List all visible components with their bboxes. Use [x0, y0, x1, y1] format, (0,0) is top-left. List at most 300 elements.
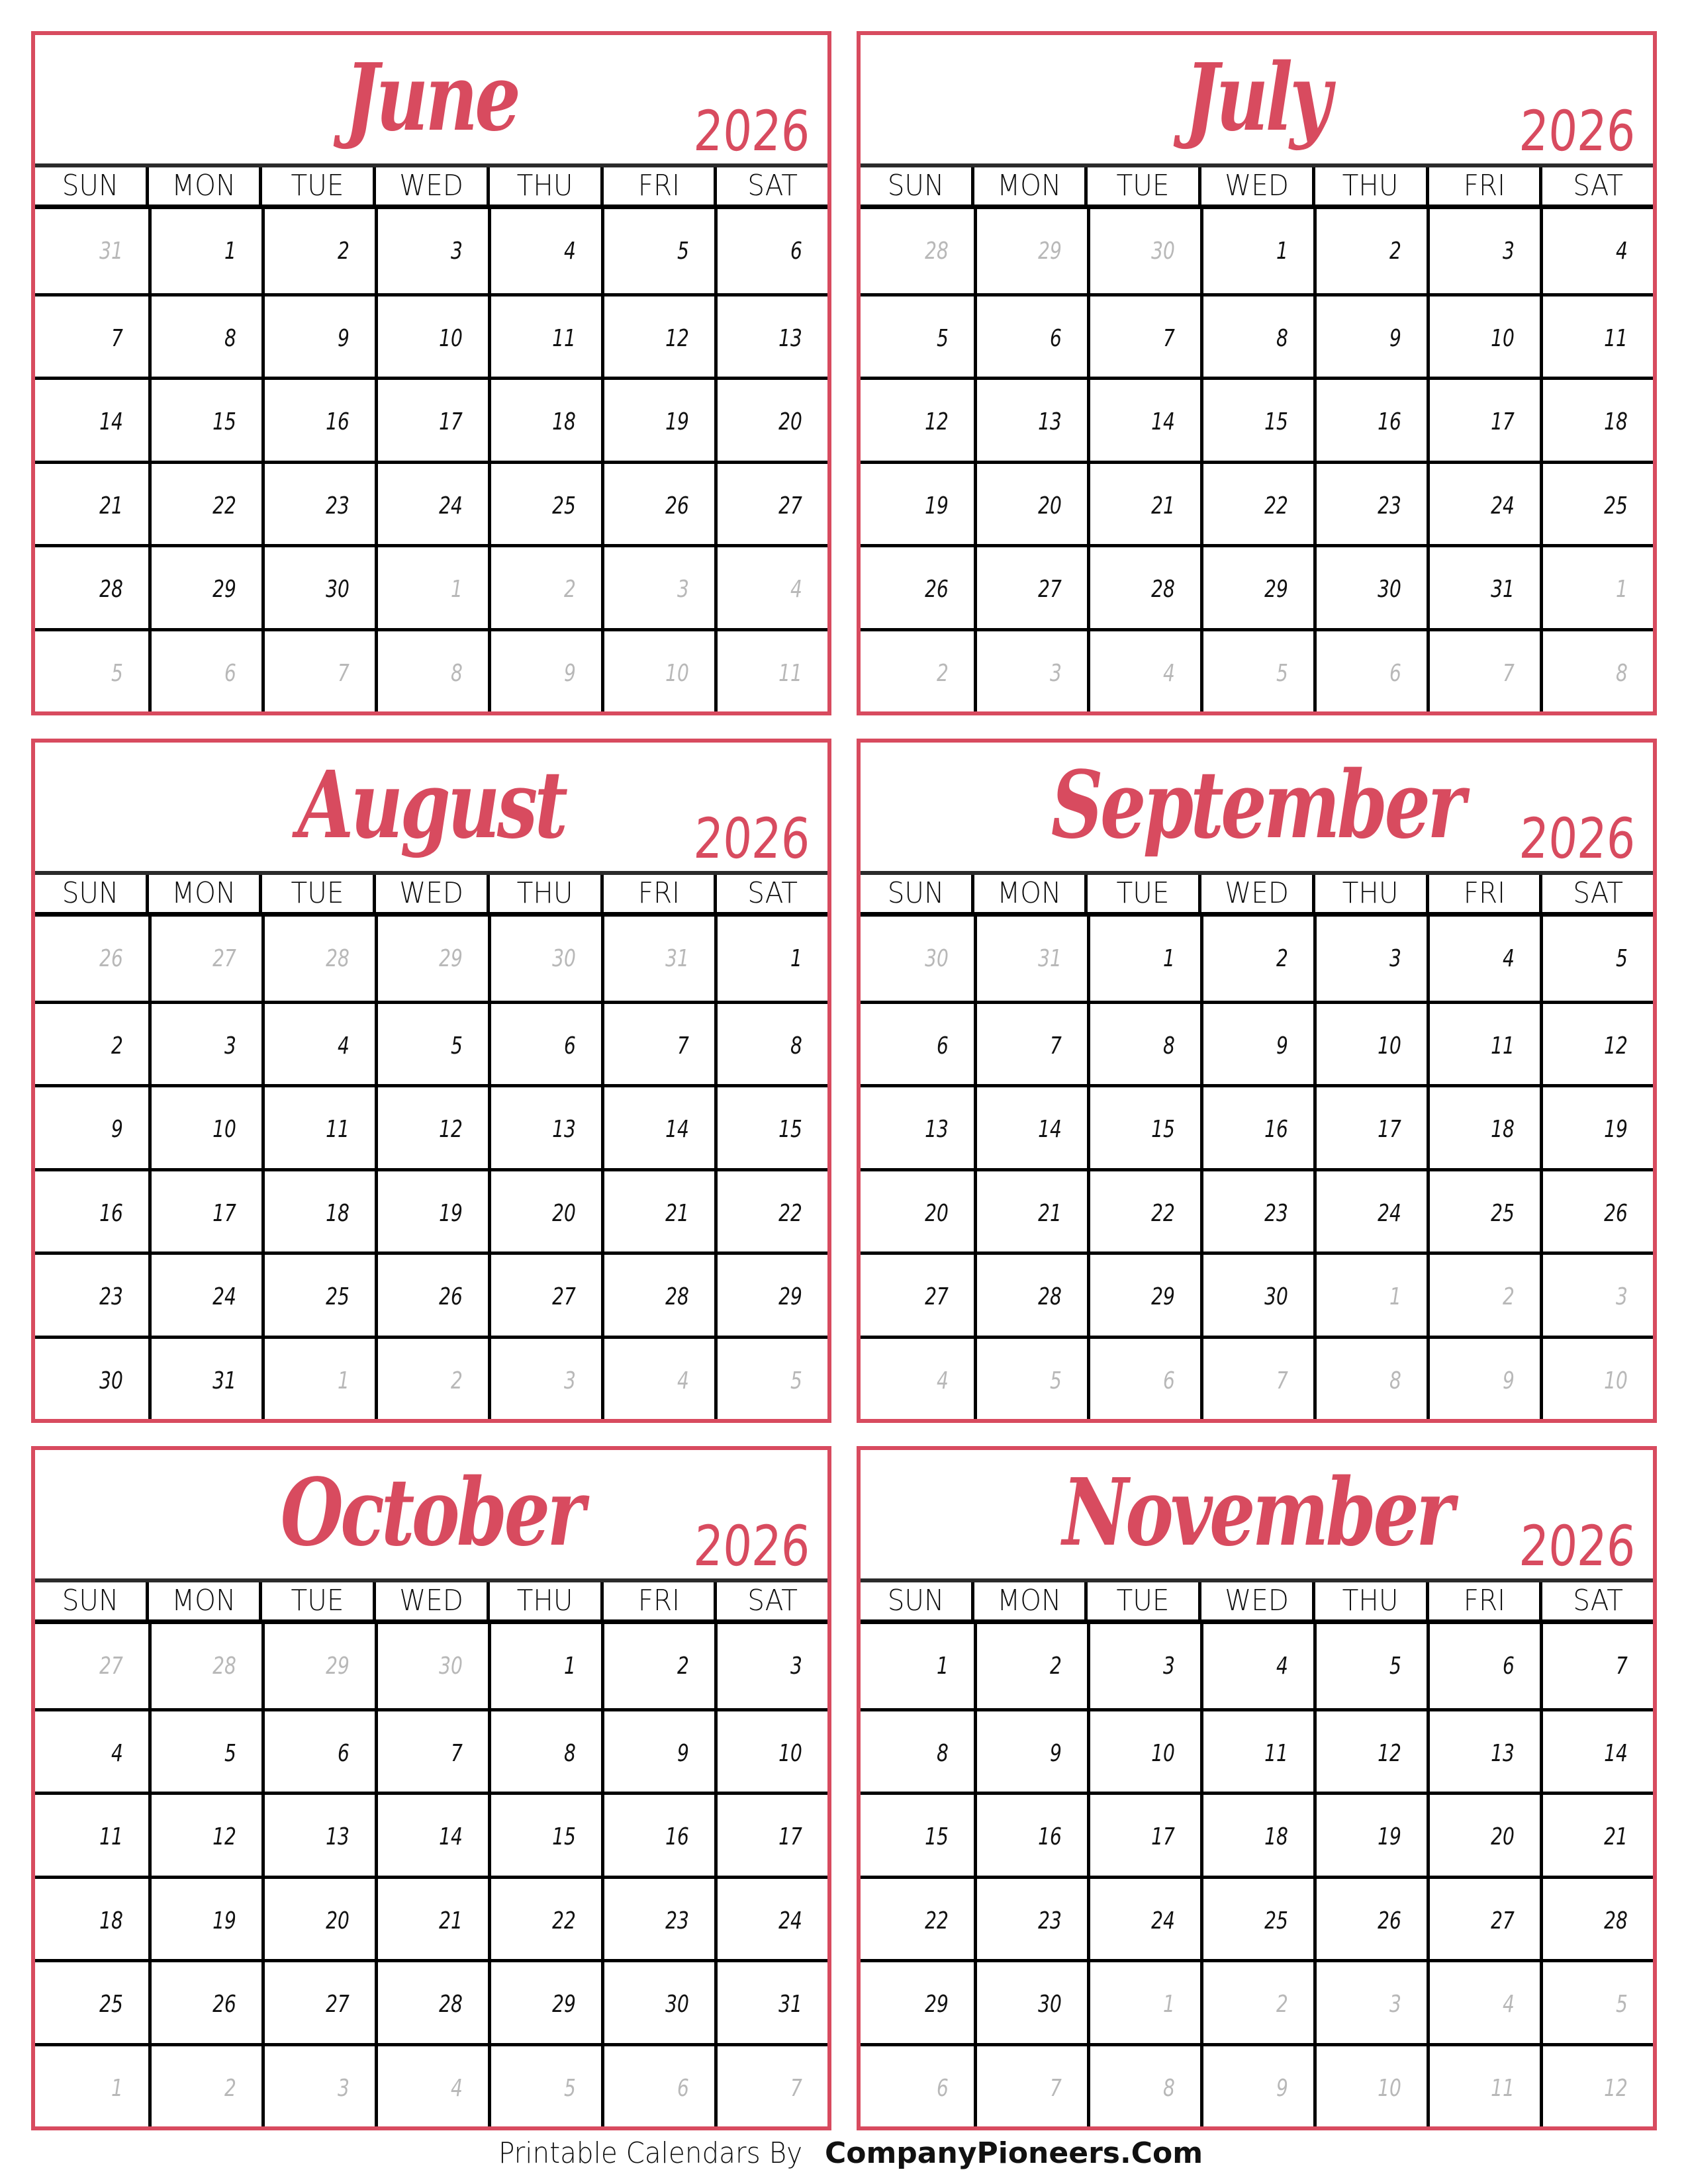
day-cell[interactable] — [261, 1251, 375, 1336]
day-cell[interactable] — [714, 1084, 827, 1168]
day-cell-adjacent-month[interactable] — [35, 209, 148, 293]
day-cell[interactable] — [148, 1336, 261, 1420]
day-cell[interactable] — [1313, 1084, 1427, 1168]
day-cell[interactable] — [1540, 1624, 1653, 1708]
day-cell[interactable] — [1087, 377, 1200, 461]
day-cell-adjacent-month[interactable] — [974, 917, 1087, 1001]
day-cell-adjacent-month[interactable] — [1313, 628, 1427, 712]
day-cell[interactable] — [1313, 461, 1427, 545]
day-cell[interactable] — [1427, 1168, 1540, 1252]
day-cell[interactable] — [974, 1708, 1087, 1792]
day-cell[interactable] — [1087, 1792, 1200, 1876]
day-cell-adjacent-month[interactable] — [1427, 1336, 1540, 1420]
day-cell[interactable] — [148, 377, 261, 461]
day-cell[interactable] — [1540, 1792, 1653, 1876]
day-cell-adjacent-month[interactable] — [261, 1624, 375, 1708]
day-cell[interactable] — [1087, 1084, 1200, 1168]
day-number: 10 — [665, 659, 689, 687]
day-cell[interactable] — [148, 1001, 261, 1085]
day-cell-adjacent-month[interactable] — [1087, 1959, 1200, 2043]
day-cell[interactable] — [974, 1251, 1087, 1336]
day-cell[interactable] — [35, 1876, 148, 1960]
day-cell[interactable] — [1200, 1708, 1313, 1792]
day-number: 4 — [677, 1367, 689, 1394]
day-cell[interactable] — [1200, 461, 1313, 545]
day-number: 25 — [1264, 1907, 1288, 1934]
day-cell[interactable] — [714, 1001, 827, 1085]
day-cell[interactable] — [1540, 1876, 1653, 1960]
day-cell[interactable] — [714, 1959, 827, 2043]
day-number: 31 — [1491, 576, 1515, 603]
day-cell-adjacent-month[interactable] — [1313, 1959, 1427, 2043]
day-number: 11 — [1491, 2074, 1515, 2102]
day-cell[interactable] — [261, 1708, 375, 1792]
day-cell[interactable] — [1313, 293, 1427, 377]
day-cell-adjacent-month[interactable] — [1540, 1959, 1653, 2043]
day-cell[interactable] — [861, 1001, 974, 1085]
day-cell[interactable] — [261, 1959, 375, 2043]
day-cell[interactable] — [1427, 293, 1540, 377]
day-cell[interactable] — [1540, 1084, 1653, 1168]
day-cell[interactable] — [1087, 1708, 1200, 1792]
day-cell-adjacent-month[interactable] — [35, 628, 148, 712]
day-cell[interactable] — [1200, 1084, 1313, 1168]
day-cell[interactable] — [714, 209, 827, 293]
day-cell[interactable] — [488, 1168, 601, 1252]
day-cell[interactable] — [1427, 1876, 1540, 1960]
day-cell[interactable] — [488, 1792, 601, 1876]
day-cell-adjacent-month[interactable] — [261, 2043, 375, 2127]
day-cell-adjacent-month[interactable] — [714, 544, 827, 628]
day-cell[interactable] — [1200, 1168, 1313, 1252]
day-number: 30 — [1038, 1991, 1062, 2018]
day-cell-adjacent-month[interactable] — [861, 2043, 974, 2127]
day-cell[interactable] — [974, 1792, 1087, 1876]
day-cell[interactable] — [375, 461, 488, 545]
day-cell[interactable] — [261, 1084, 375, 1168]
day-cell[interactable] — [601, 1001, 714, 1085]
day-cell[interactable] — [1540, 1708, 1653, 1792]
day-cell[interactable] — [601, 209, 714, 293]
day-cell[interactable] — [375, 1084, 488, 1168]
day-cell[interactable] — [1427, 1792, 1540, 1876]
day-cell[interactable] — [1427, 1084, 1540, 1168]
day-cell[interactable] — [974, 1168, 1087, 1252]
day-cell-adjacent-month[interactable] — [488, 2043, 601, 2127]
day-cell[interactable] — [1087, 1251, 1200, 1336]
day-cell[interactable] — [1427, 917, 1540, 1001]
day-cell[interactable] — [861, 1168, 974, 1252]
day-cell-adjacent-month[interactable] — [488, 628, 601, 712]
weekday-label: SUN — [62, 876, 119, 910]
day-cell[interactable] — [1540, 1168, 1653, 1252]
day-cell[interactable] — [714, 377, 827, 461]
day-cell[interactable] — [1427, 461, 1540, 545]
day-cell[interactable] — [714, 917, 827, 1001]
day-cell-adjacent-month[interactable] — [1313, 1336, 1427, 1420]
day-cell[interactable] — [148, 544, 261, 628]
day-cell-adjacent-month[interactable] — [375, 544, 488, 628]
day-cell[interactable] — [714, 1168, 827, 1252]
day-cell[interactable] — [35, 1251, 148, 1336]
day-cell[interactable] — [714, 1792, 827, 1876]
day-cell-adjacent-month[interactable] — [601, 2043, 714, 2127]
day-number: 7 — [1616, 1653, 1628, 1680]
day-cell[interactable] — [488, 1251, 601, 1336]
day-cell[interactable] — [1313, 544, 1427, 628]
day-cell[interactable] — [601, 1084, 714, 1168]
day-cell[interactable] — [35, 377, 148, 461]
day-cell-adjacent-month[interactable] — [1540, 628, 1653, 712]
day-cell-adjacent-month[interactable] — [974, 209, 1087, 293]
day-cell[interactable] — [1200, 544, 1313, 628]
day-cell[interactable] — [375, 1959, 488, 2043]
day-cell[interactable] — [714, 1251, 827, 1336]
day-number: 6 — [564, 1032, 576, 1060]
day-cell[interactable] — [974, 377, 1087, 461]
day-cell[interactable] — [375, 1001, 488, 1085]
day-cell[interactable] — [714, 1708, 827, 1792]
day-cell[interactable] — [601, 1168, 714, 1252]
day-cell[interactable] — [1087, 1168, 1200, 1252]
day-cell[interactable] — [35, 1001, 148, 1085]
day-cell[interactable] — [601, 1959, 714, 2043]
day-cell-adjacent-month[interactable] — [1087, 1336, 1200, 1420]
day-cell-adjacent-month[interactable] — [1427, 1959, 1540, 2043]
day-cell[interactable] — [1427, 377, 1540, 461]
weekday-label: TUE — [1084, 167, 1198, 205]
day-cell[interactable] — [861, 544, 974, 628]
day-cell[interactable] — [488, 293, 601, 377]
day-number: 22 — [1264, 492, 1288, 520]
day-cell[interactable] — [375, 1708, 488, 1792]
day-cell[interactable] — [488, 1959, 601, 2043]
day-number: 9 — [338, 324, 350, 352]
day-cell[interactable] — [861, 461, 974, 545]
day-cell[interactable] — [1200, 1624, 1313, 1708]
day-number: 2 — [224, 2074, 236, 2102]
day-cell[interactable] — [375, 209, 488, 293]
day-number: 2 — [1276, 1991, 1288, 2018]
day-number: 8 — [1163, 2074, 1175, 2102]
day-number: 19 — [925, 492, 949, 520]
day-cell-adjacent-month[interactable] — [1540, 1251, 1653, 1336]
day-cell[interactable] — [1200, 1251, 1313, 1336]
day-number: 3 — [1616, 1283, 1628, 1310]
day-cell[interactable] — [974, 1624, 1087, 1708]
day-cell[interactable] — [714, 293, 827, 377]
day-cell[interactable] — [261, 1792, 375, 1876]
day-number: 12 — [212, 1823, 236, 1850]
day-cell[interactable] — [714, 1876, 827, 1960]
day-cell-adjacent-month[interactable] — [1540, 1336, 1653, 1420]
day-cell[interactable] — [148, 461, 261, 545]
day-cell[interactable] — [1313, 1624, 1427, 1708]
day-cell[interactable] — [261, 209, 375, 293]
day-cell-adjacent-month[interactable] — [1200, 2043, 1313, 2127]
day-cell[interactable] — [861, 1624, 974, 1708]
day-cell-adjacent-month[interactable] — [261, 628, 375, 712]
day-cell[interactable] — [1313, 917, 1427, 1001]
day-number: 14 — [1151, 408, 1175, 435]
day-cell-adjacent-month[interactable] — [974, 1336, 1087, 1420]
day-cell[interactable] — [1313, 1168, 1427, 1252]
day-cell[interactable] — [601, 1251, 714, 1336]
day-number: 30 — [925, 945, 949, 972]
day-cell-adjacent-month[interactable] — [861, 209, 974, 293]
day-cell-adjacent-month[interactable] — [1200, 628, 1313, 712]
day-cell[interactable] — [35, 1336, 148, 1420]
day-cell[interactable] — [1087, 1624, 1200, 1708]
day-cell[interactable] — [488, 1001, 601, 1085]
day-number: 4 — [790, 576, 802, 603]
weekday-label: THU — [1312, 167, 1426, 205]
day-number: 28 — [99, 576, 123, 603]
day-cell-adjacent-month[interactable] — [1540, 2043, 1653, 2127]
day-cell[interactable] — [974, 1001, 1087, 1085]
day-cell[interactable] — [35, 544, 148, 628]
day-cell[interactable] — [375, 293, 488, 377]
day-cell-adjacent-month[interactable] — [375, 628, 488, 712]
day-cell[interactable] — [375, 1168, 488, 1252]
day-cell[interactable] — [974, 544, 1087, 628]
day-cell[interactable] — [1540, 1001, 1653, 1085]
day-cell[interactable] — [375, 1792, 488, 1876]
day-number: 21 — [99, 492, 123, 520]
day-cell[interactable] — [148, 1708, 261, 1792]
day-cell[interactable] — [1087, 461, 1200, 545]
day-number: 4 — [338, 1032, 350, 1060]
day-cell[interactable] — [148, 1959, 261, 2043]
day-cell[interactable] — [601, 377, 714, 461]
day-number: 10 — [1378, 1032, 1401, 1060]
day-cell[interactable] — [974, 1959, 1087, 2043]
day-cell[interactable] — [148, 1792, 261, 1876]
day-cell[interactable] — [714, 461, 827, 545]
day-cell[interactable] — [601, 1876, 714, 1960]
day-cell-adjacent-month[interactable] — [488, 1336, 601, 1420]
day-cell[interactable] — [148, 1168, 261, 1252]
day-cell-adjacent-month[interactable] — [1313, 2043, 1427, 2127]
day-cell[interactable] — [861, 1708, 974, 1792]
day-cell[interactable] — [1200, 1876, 1313, 1960]
day-cell[interactable] — [488, 1876, 601, 1960]
day-cell-adjacent-month[interactable] — [375, 917, 488, 1001]
day-cell[interactable] — [1087, 1876, 1200, 1960]
day-cell[interactable] — [861, 1792, 974, 1876]
day-number: 30 — [1378, 576, 1401, 603]
day-cell-adjacent-month[interactable] — [1313, 1251, 1427, 1336]
footer-brand-link[interactable]: CompanyPioneers.Com — [824, 2136, 1203, 2170]
day-cell[interactable] — [601, 1792, 714, 1876]
day-cell-adjacent-month[interactable] — [148, 1624, 261, 1708]
day-cell-adjacent-month[interactable] — [261, 917, 375, 1001]
day-cell[interactable] — [974, 293, 1087, 377]
day-cell-adjacent-month[interactable] — [601, 917, 714, 1001]
day-cell[interactable] — [1313, 1001, 1427, 1085]
day-cell-adjacent-month[interactable] — [714, 2043, 827, 2127]
day-cell[interactable] — [1427, 1708, 1540, 1792]
day-cell[interactable] — [1200, 293, 1313, 377]
day-cell[interactable] — [35, 293, 148, 377]
day-cell[interactable] — [261, 1168, 375, 1252]
day-number: 3 — [564, 1367, 576, 1394]
day-number: 10 — [212, 1116, 236, 1143]
day-cell-adjacent-month[interactable] — [1540, 544, 1653, 628]
day-cell[interactable] — [148, 1251, 261, 1336]
day-cell[interactable] — [261, 377, 375, 461]
day-cell-adjacent-month[interactable] — [488, 917, 601, 1001]
day-cell-adjacent-month[interactable] — [601, 628, 714, 712]
day-cell-adjacent-month[interactable] — [35, 917, 148, 1001]
day-cell[interactable] — [35, 461, 148, 545]
day-cell[interactable] — [974, 1876, 1087, 1960]
day-cell[interactable] — [861, 377, 974, 461]
day-number: 26 — [99, 945, 123, 972]
day-cell-adjacent-month[interactable] — [714, 628, 827, 712]
day-cell[interactable] — [261, 461, 375, 545]
day-cell[interactable] — [35, 1084, 148, 1168]
day-cell[interactable] — [861, 1084, 974, 1168]
day-cell[interactable] — [974, 1084, 1087, 1168]
day-cell[interactable] — [488, 377, 601, 461]
day-cell-adjacent-month[interactable] — [1427, 2043, 1540, 2127]
day-cell-adjacent-month[interactable] — [1200, 1959, 1313, 2043]
day-cell[interactable] — [601, 1624, 714, 1708]
day-cell[interactable] — [1427, 1624, 1540, 1708]
day-cell[interactable] — [35, 1708, 148, 1792]
day-cell-adjacent-month[interactable] — [35, 2043, 148, 2127]
day-cell[interactable] — [601, 461, 714, 545]
day-cell[interactable] — [488, 1084, 601, 1168]
day-cell[interactable] — [1540, 293, 1653, 377]
day-cell[interactable] — [148, 1084, 261, 1168]
day-number: 8 — [1616, 659, 1628, 687]
day-cell[interactable] — [1540, 917, 1653, 1001]
day-cell[interactable] — [375, 1876, 488, 1960]
day-number: 21 — [1151, 492, 1175, 520]
day-cell[interactable] — [375, 377, 488, 461]
day-cell-adjacent-month[interactable] — [1087, 209, 1200, 293]
day-cell[interactable] — [1200, 1792, 1313, 1876]
day-number: 24 — [778, 1907, 802, 1934]
day-number: 22 — [552, 1907, 576, 1934]
day-cell[interactable] — [861, 1876, 974, 1960]
day-cell[interactable] — [1427, 1001, 1540, 1085]
day-number: 24 — [439, 492, 463, 520]
day-cell[interactable] — [1540, 461, 1653, 545]
weekday-label: TUE — [259, 875, 373, 912]
day-number: 1 — [111, 2074, 123, 2102]
day-cell-adjacent-month[interactable] — [974, 2043, 1087, 2127]
day-number: 29 — [778, 1283, 802, 1310]
day-cell[interactable] — [861, 293, 974, 377]
day-cell-adjacent-month[interactable] — [375, 1336, 488, 1420]
day-cell[interactable] — [1313, 377, 1427, 461]
day-cell[interactable] — [1313, 1708, 1427, 1792]
day-cell[interactable] — [148, 1876, 261, 1960]
day-cell-adjacent-month[interactable] — [1087, 2043, 1200, 2127]
day-cell-adjacent-month[interactable] — [488, 544, 601, 628]
day-cell[interactable] — [1200, 209, 1313, 293]
day-cell[interactable] — [148, 209, 261, 293]
day-cell-adjacent-month[interactable] — [714, 1336, 827, 1420]
day-cell-adjacent-month[interactable] — [1200, 1336, 1313, 1420]
day-cell[interactable] — [488, 461, 601, 545]
day-cell[interactable] — [261, 544, 375, 628]
day-cell-adjacent-month[interactable] — [35, 1624, 148, 1708]
day-cell[interactable] — [261, 1876, 375, 1960]
day-cell-adjacent-month[interactable] — [601, 1336, 714, 1420]
day-cell[interactable] — [35, 1959, 148, 2043]
day-number: 21 — [1604, 1823, 1628, 1850]
day-cell[interactable] — [1540, 209, 1653, 293]
day-cell-adjacent-month[interactable] — [148, 2043, 261, 2127]
day-cell[interactable] — [974, 461, 1087, 545]
day-cell[interactable] — [375, 1251, 488, 1336]
weekday-label: SAT — [1539, 167, 1653, 205]
day-cell[interactable] — [1087, 293, 1200, 377]
day-cell-adjacent-month[interactable] — [375, 2043, 488, 2127]
day-cell-adjacent-month[interactable] — [861, 917, 974, 1001]
day-number: 29 — [552, 1991, 576, 2018]
day-cell[interactable] — [488, 1708, 601, 1792]
day-cell[interactable] — [714, 1624, 827, 1708]
day-cell-adjacent-month[interactable] — [1427, 1251, 1540, 1336]
day-cell[interactable] — [488, 209, 601, 293]
day-number: 9 — [1503, 1367, 1515, 1394]
day-cell-adjacent-month[interactable] — [861, 628, 974, 712]
day-number: 23 — [1038, 1907, 1062, 1934]
month-title: August — [297, 751, 565, 860]
weekday-header-row — [861, 871, 1653, 917]
day-cell[interactable] — [1313, 209, 1427, 293]
date-grid — [861, 1624, 1653, 2126]
day-cell-adjacent-month[interactable] — [861, 1336, 974, 1420]
day-cell-adjacent-month[interactable] — [974, 628, 1087, 712]
day-cell-adjacent-month[interactable] — [1087, 628, 1200, 712]
day-cell[interactable] — [1540, 377, 1653, 461]
day-cell[interactable] — [1087, 917, 1200, 1001]
day-cell[interactable] — [1200, 917, 1313, 1001]
day-cell-adjacent-month[interactable] — [1427, 628, 1540, 712]
day-cell[interactable] — [261, 1001, 375, 1085]
day-cell[interactable] — [861, 1959, 974, 2043]
day-cell[interactable] — [1087, 1001, 1200, 1085]
day-cell[interactable] — [35, 1792, 148, 1876]
day-cell[interactable] — [1200, 1001, 1313, 1085]
day-cell-adjacent-month[interactable] — [261, 1336, 375, 1420]
day-cell[interactable] — [1200, 377, 1313, 461]
day-cell-adjacent-month[interactable] — [148, 917, 261, 1001]
day-cell[interactable] — [861, 1251, 974, 1336]
day-cell[interactable] — [1427, 544, 1540, 628]
day-cell[interactable] — [1087, 544, 1200, 628]
day-cell[interactable] — [35, 1168, 148, 1252]
day-cell[interactable] — [601, 293, 714, 377]
day-cell[interactable] — [148, 293, 261, 377]
day-number: 26 — [925, 576, 949, 603]
day-cell-adjacent-month[interactable] — [148, 628, 261, 712]
day-cell-adjacent-month[interactable] — [375, 1624, 488, 1708]
day-cell[interactable] — [601, 1708, 714, 1792]
day-cell[interactable] — [1427, 209, 1540, 293]
day-cell[interactable] — [1313, 1876, 1427, 1960]
day-cell[interactable] — [261, 293, 375, 377]
day-cell-adjacent-month[interactable] — [601, 544, 714, 628]
day-cell[interactable] — [1313, 1792, 1427, 1876]
day-cell[interactable] — [488, 1624, 601, 1708]
